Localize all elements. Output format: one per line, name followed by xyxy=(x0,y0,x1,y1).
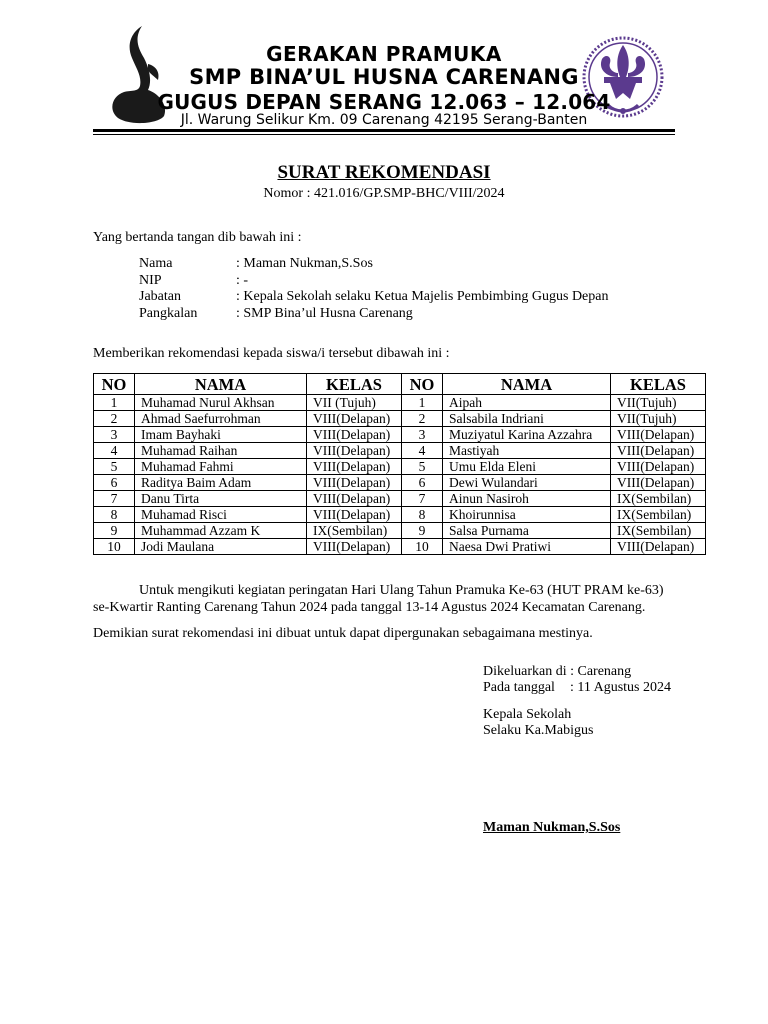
student-name-right: Salsabila Indriani xyxy=(443,411,611,427)
letterhead-address: Jl. Warung Selikur Km. 09 Carenang 42195 Serang-Banten xyxy=(180,112,588,128)
table-header: NO xyxy=(94,374,135,395)
student-name-left: Imam Bayhaki xyxy=(135,427,307,443)
row-number-left: 5 xyxy=(94,459,135,475)
student-name-right: Dewi Wulandari xyxy=(443,475,611,491)
letterhead-gugus-depan: GUGUS DEPAN SERANG 12.063 – 12.064 xyxy=(157,90,611,114)
row-number-left: 10 xyxy=(94,539,135,555)
row-number-right: 10 xyxy=(402,539,443,555)
row-number-right: 6 xyxy=(402,475,443,491)
student-name-left: Jodi Maulana xyxy=(135,539,307,555)
signer-info-label: Nama xyxy=(139,256,173,271)
body-paragraph-line1: Untuk mengikuti kegiatan peringatan Hari Ulang Tahun Pramuka Ke-63 (HUT PRAM ke-63) xyxy=(139,583,664,598)
recommend-text: Memberikan rekomendasi kepada siswa/i tersebut dibawah ini : xyxy=(93,346,450,361)
table-row xyxy=(94,475,706,491)
student-name-left: Muhamad Risci xyxy=(135,507,307,523)
row-number-right: 4 xyxy=(402,443,443,459)
letter-title: SURAT REKOMENDASI xyxy=(277,162,491,183)
issued-value: : Carenang xyxy=(570,664,632,679)
letter-number: Nomor : 421.016/GP.SMP-BHC/VIII/2024 xyxy=(263,186,505,201)
student-class-right: VII(Tujuh) xyxy=(611,395,706,411)
student-name-right: Salsa Purnama xyxy=(443,523,611,539)
signer-info-value: : - xyxy=(236,272,249,288)
student-class-left: VIII(Delapan) xyxy=(307,427,402,443)
letterhead-divider-thin xyxy=(93,134,675,135)
table-row xyxy=(94,459,706,475)
student-class-left: VIII(Delapan) xyxy=(307,491,402,507)
student-class-right: VIII(Delapan) xyxy=(611,427,706,443)
row-number-right: 5 xyxy=(402,459,443,475)
row-number-left: 6 xyxy=(94,475,135,491)
table-header-row xyxy=(94,374,706,395)
row-number-right: 2 xyxy=(402,411,443,427)
signer-info-value: : SMP Bina’ul Husna Carenang xyxy=(236,305,413,321)
table-row xyxy=(94,491,706,507)
issued-date xyxy=(483,680,671,697)
student-name-left: Muhamad Nurul Akhsan xyxy=(135,395,307,411)
student-class-right: VII(Tujuh) xyxy=(611,411,706,427)
student-name-right: Ainun Nasiroh xyxy=(443,491,611,507)
date-label: Pada tanggal xyxy=(483,680,555,695)
row-number-right: 1 xyxy=(402,395,443,411)
row-number-right: 9 xyxy=(402,523,443,539)
body-paragraph-line2: se-Kwartir Ranting Carenang Tahun 2024 pada tanggal 13-14 Agustus 2024 Kecamatan Carenang. xyxy=(93,600,646,615)
student-name-left: Muhamad Fahmi xyxy=(135,459,307,475)
student-class-right: IX(Sembilan) xyxy=(611,523,706,539)
closing-paragraph: Demikian surat rekomendasi ini dibuat untuk dapat dipergunakan sebagaimana mestinya. xyxy=(93,626,593,641)
signer-info-row xyxy=(139,273,608,290)
letterhead xyxy=(93,20,675,138)
student-name-right: Naesa Dwi Pratiwi xyxy=(443,539,611,555)
signer-info-label: Jabatan xyxy=(139,289,181,304)
table-row xyxy=(94,507,706,523)
table-row xyxy=(94,443,706,459)
student-class-left: VIII(Delapan) xyxy=(307,539,402,555)
table-header: NAMA xyxy=(135,374,307,395)
intro-text: Yang bertanda tangan dib bawah ini : xyxy=(93,230,302,245)
table-row xyxy=(94,523,706,539)
row-number-left: 2 xyxy=(94,411,135,427)
student-class-right: VIII(Delapan) xyxy=(611,475,706,491)
student-class-right: IX(Sembilan) xyxy=(611,491,706,507)
row-number-right: 8 xyxy=(402,507,443,523)
signer-info-row xyxy=(139,256,608,273)
letterhead-divider-thick xyxy=(93,129,675,132)
signer-position: Kepala Sekolah xyxy=(483,707,572,722)
signer-info-label: Pangkalan xyxy=(139,305,198,321)
table-row xyxy=(94,427,706,443)
student-name-left: Muhamad Raihan xyxy=(135,443,307,459)
student-class-right: IX(Sembilan) xyxy=(611,507,706,523)
signer-position-2: Selaku Ka.Mabigus xyxy=(483,723,594,738)
student-class-left: VIII(Delapan) xyxy=(307,411,402,427)
row-number-right: 7 xyxy=(402,491,443,507)
issued-label: Dikeluarkan di xyxy=(483,664,567,679)
signer-info-row xyxy=(139,306,608,323)
signer-info-value: : Maman Nukman,S.Sos xyxy=(236,256,373,271)
row-number-right: 3 xyxy=(402,427,443,443)
student-name-left: Muhammad Azzam K xyxy=(135,523,307,539)
row-number-left: 4 xyxy=(94,443,135,459)
student-name-left: Raditya Baim Adam xyxy=(135,475,307,491)
student-class-left: VIII(Delapan) xyxy=(307,443,402,459)
row-number-left: 7 xyxy=(94,491,135,507)
table-header: KELAS xyxy=(307,374,402,395)
student-class-right: VIII(Delapan) xyxy=(611,539,706,555)
student-class-left: VIII(Delapan) xyxy=(307,475,402,491)
student-name-right: Khoirunnisa xyxy=(443,507,611,523)
signer-info-row xyxy=(139,289,608,306)
table-row xyxy=(94,539,706,555)
signer-info xyxy=(139,256,608,322)
table-row xyxy=(94,395,706,411)
table-header: KELAS xyxy=(611,374,706,395)
letterhead-school-name: SMP BINA’UL HUSNA CARENANG xyxy=(189,65,579,89)
student-class-left: VII (Tujuh) xyxy=(307,395,402,411)
student-table xyxy=(93,373,706,555)
signer-info-value: : Kepala Sekolah selaku Ketua Majelis Pembimbing Gugus Depan xyxy=(236,289,609,304)
student-class-left: VIII(Delapan) xyxy=(307,459,402,475)
issued-place xyxy=(483,664,631,681)
student-class-right: VIII(Delapan) xyxy=(611,459,706,475)
table-header: NO xyxy=(402,374,443,395)
student-class-left: IX(Sembilan) xyxy=(307,523,402,539)
student-name-right: Mastiyah xyxy=(443,443,611,459)
student-name-left: Ahmad Saefurrohman xyxy=(135,411,307,427)
date-value: : 11 Agustus 2024 xyxy=(570,680,671,695)
student-name-left: Danu Tirta xyxy=(135,491,307,507)
row-number-left: 3 xyxy=(94,427,135,443)
row-number-left: 9 xyxy=(94,523,135,539)
table-header: NAMA xyxy=(443,374,611,395)
table-row xyxy=(94,411,706,427)
student-name-right: Aipah xyxy=(443,395,611,411)
letterhead-organization: GERAKAN PRAMUKA xyxy=(266,42,502,66)
signer-name: Maman Nukman,S.Sos xyxy=(483,820,621,835)
student-name-right: Muziyatul Karina Azzahra xyxy=(443,427,611,443)
student-class-left: VIII(Delapan) xyxy=(307,507,402,523)
signer-info-label: NIP xyxy=(139,272,162,288)
row-number-left: 8 xyxy=(94,507,135,523)
student-class-right: VIII(Delapan) xyxy=(611,443,706,459)
student-name-right: Umu Elda Eleni xyxy=(443,459,611,475)
row-number-left: 1 xyxy=(94,395,135,411)
